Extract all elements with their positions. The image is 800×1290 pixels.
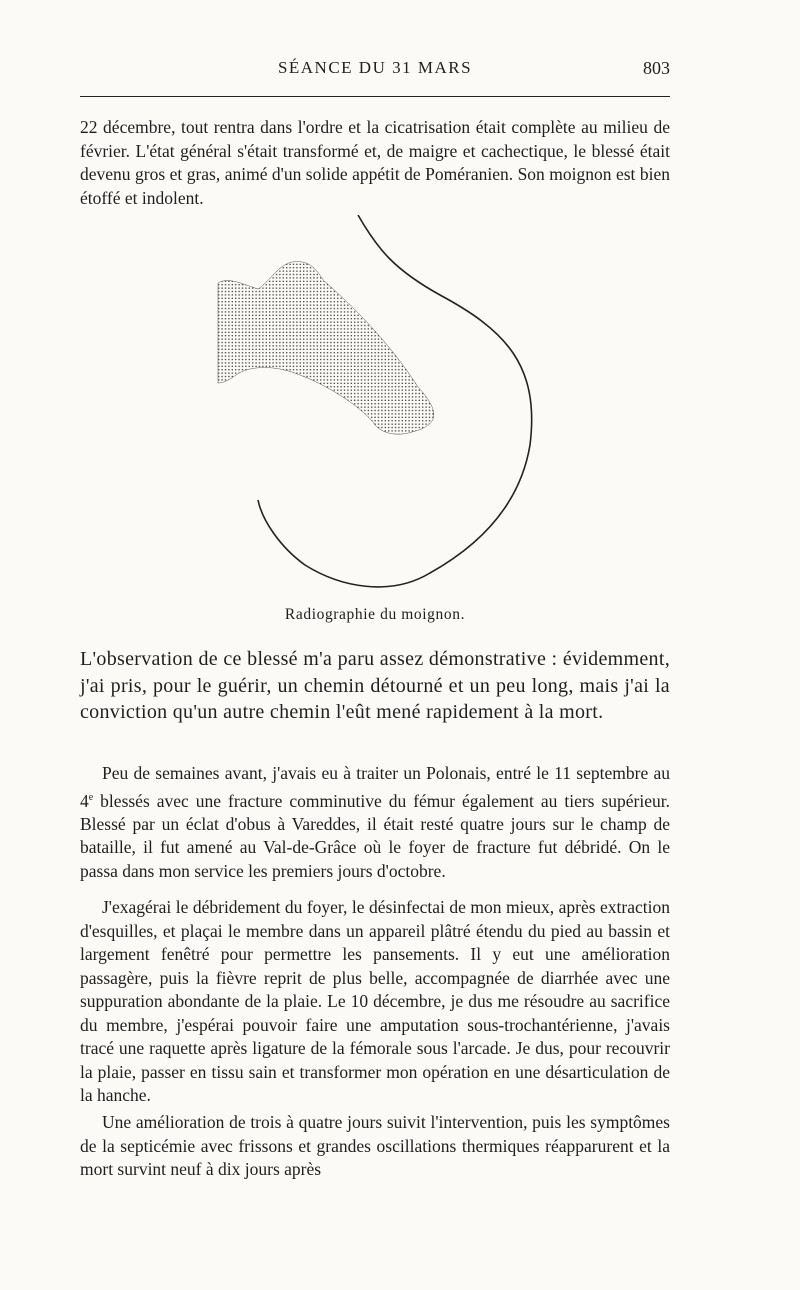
figure-caption: Radiographie du moignon. (284, 606, 466, 623)
bone-remnant (218, 262, 434, 435)
page-number: 803 (643, 58, 670, 78)
paragraph-3-part-1: Peu de semaines avant, j'avais eu à traiter un Polonais, entré le 11 septembre au 4 (80, 763, 670, 811)
running-title: SÉANCE DU 31 MARS (277, 58, 473, 77)
paragraph-3 (80, 762, 670, 883)
paragraph-1: 22 décembre, tout rentra dans l'ordre et la cicatrisation était complète au milieu de février. L'état général s'était transformé et, de maigre et cachectique, le blessé était devenu gros et gras, animé d'un solide appétit de Poméranien. Son moignon est bien étoffé et indolent. (80, 117, 670, 208)
paragraph-5: Une amélioration de trois à quatre jours suivit l'intervention, puis les symptômes de la septicémie avec frissons et grandes oscillations thermiques réapparurent et la mort survint neuf à dix jours après (80, 1112, 670, 1179)
paragraph-3-part-2: blessés avec une fracture comminutive du fémur également au tiers supérieur. Blessé par un éclat d'obus à Vareddes, il était resté quatre jours sur le champ de bataille, il fut amené au Val-de-Grâce où le foyer de fracture fut débridé. On le passa dans mon service les premiers jours d'octobre. (80, 790, 670, 881)
paragraph-2: L'observation de ce blessé m'a paru assez démonstrative : évidemment, j'ai pris, pour le guérir, un chemin détourné et un peu long, mais j'ai la conviction qu'un autre chemin l'eût mené rapidement à la mort. (80, 648, 670, 723)
header-rule (80, 96, 670, 97)
paragraph-3-superscript: e (88, 791, 94, 803)
page-header (80, 58, 670, 88)
radiograph-figure (200, 215, 560, 595)
radiograph-drawing (200, 215, 560, 595)
paragraph-4: J'exagérai le débridement du foyer, le désinfectai de mon mieux, après extraction d'esquilles, et plaçai le membre dans un appareil plâtré étendu du pied au bassin et largement fenêtré pour permettre les pansements. Il y eut une amélioration passagère, puis la fièvre reprit de plus belle, accompagnée de diarrhée avec une suppuration abondante de la plaie. Le 10 décembre, je dus me résoudre au sacrifice du membre, j'espérai pouvoir faire une amputation sous-trochantérienne, j'avais tracé une raquette après ligature de la fémorale sous l'arcade. Je dus, pour recouvrir la plaie, passer en tissu sain et transformer mon opération en une désarticulation de la hanche. (80, 897, 670, 1105)
